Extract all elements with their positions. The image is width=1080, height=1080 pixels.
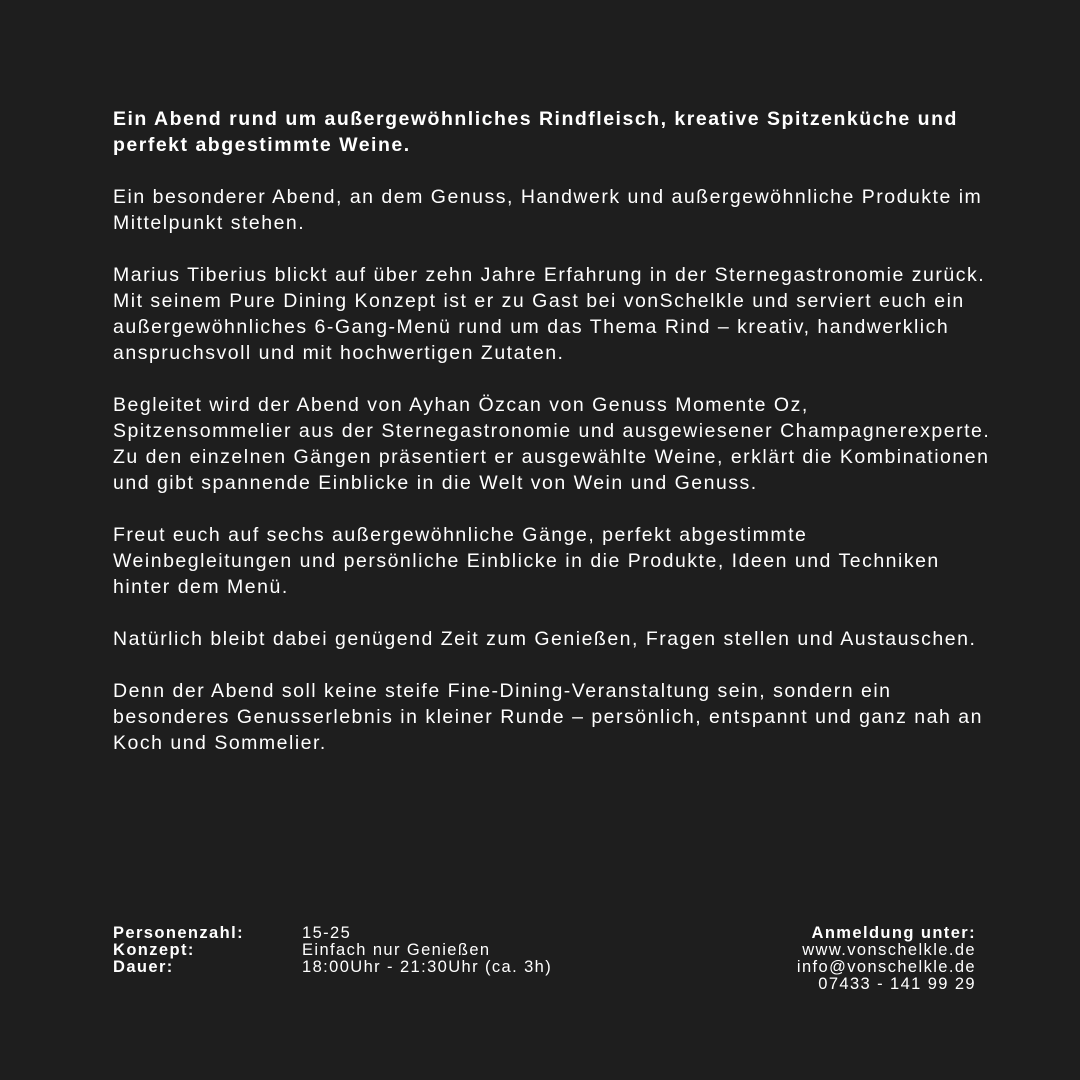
website-link[interactable]: www.vonschelkle.de [802,941,976,959]
event-description [113,106,993,782]
detail-value: Einfach nur Genießen [302,941,491,959]
detail-label: Dauer: [113,958,174,976]
paragraph-sommelier: Begleitet wird der Abend von Ayhan Özcan von Genuss Momente Oz, Spitzensommelier aus der Sternegastronomie und ausgewiesener Champagnerexperte. Zu den einzelnen Gängen präsentiert er ausgewählte Weine, erklärt die Kombinationen und gibt spannende Einblicke in die Welt von Wein und Genuss. [113,394,991,494]
headline: Ein Abend rund um außergewöhnliches Rindfleisch, kreative Spitzenküche und perfekt abgestimmte Weine. [113,108,958,156]
registration-contact [797,925,976,993]
paragraph-intro: Ein besonderer Abend, an dem Genuss, Handwerk und außergewöhnliche Produkte im Mittelpunkt stehen. [113,186,983,234]
detail-label: Personenzahl: [113,924,244,942]
event-details [113,925,552,976]
email-link[interactable]: info@vonschelkle.de [796,958,976,976]
paragraph-courses: Freut euch auf sechs außergewöhnliche Gänge, perfekt abgestimmte Weinbegleitungen und persönliche Einblicke in die Produkte, Ideen und Techniken hinter dem Menü. [113,524,940,598]
detail-value: 15-25 [302,924,352,942]
detail-value: 18:00Uhr - 21:30Uhr (ca. 3h) [302,958,553,976]
detail-row-concept [113,942,552,959]
detail-row-guests [113,925,552,942]
phone-number[interactable]: 07433 - 141 99 29 [818,975,976,993]
paragraph-time: Natürlich bleibt dabei genügend Zeit zum Genießen, Fragen stellen und Austauschen. [113,628,977,650]
contact-title: Anmeldung unter: [811,924,976,942]
detail-label: Konzept: [113,941,195,959]
paragraph-chef: Marius Tiberius blickt auf über zehn Jahre Erfahrung in der Sternegastronomie zurück. Mit seinem Pure Dining Konzept ist er zu Gast bei vonSchelkle und serviert euch ein außergewöhnliches 6-Gang-Menü rund um das Thema Rind – kreativ, handwerklich anspruchsvoll und mit hochwertigen Zutaten. [113,264,986,364]
paragraph-atmosphere: Denn der Abend soll keine steife Fine-Dining-Veranstaltung sein, sondern ein besonderes Genusserlebnis in kleiner Runde – persönlich, entspannt und ganz nah an Koch und Sommelier. [113,680,983,754]
detail-row-duration [113,959,552,976]
